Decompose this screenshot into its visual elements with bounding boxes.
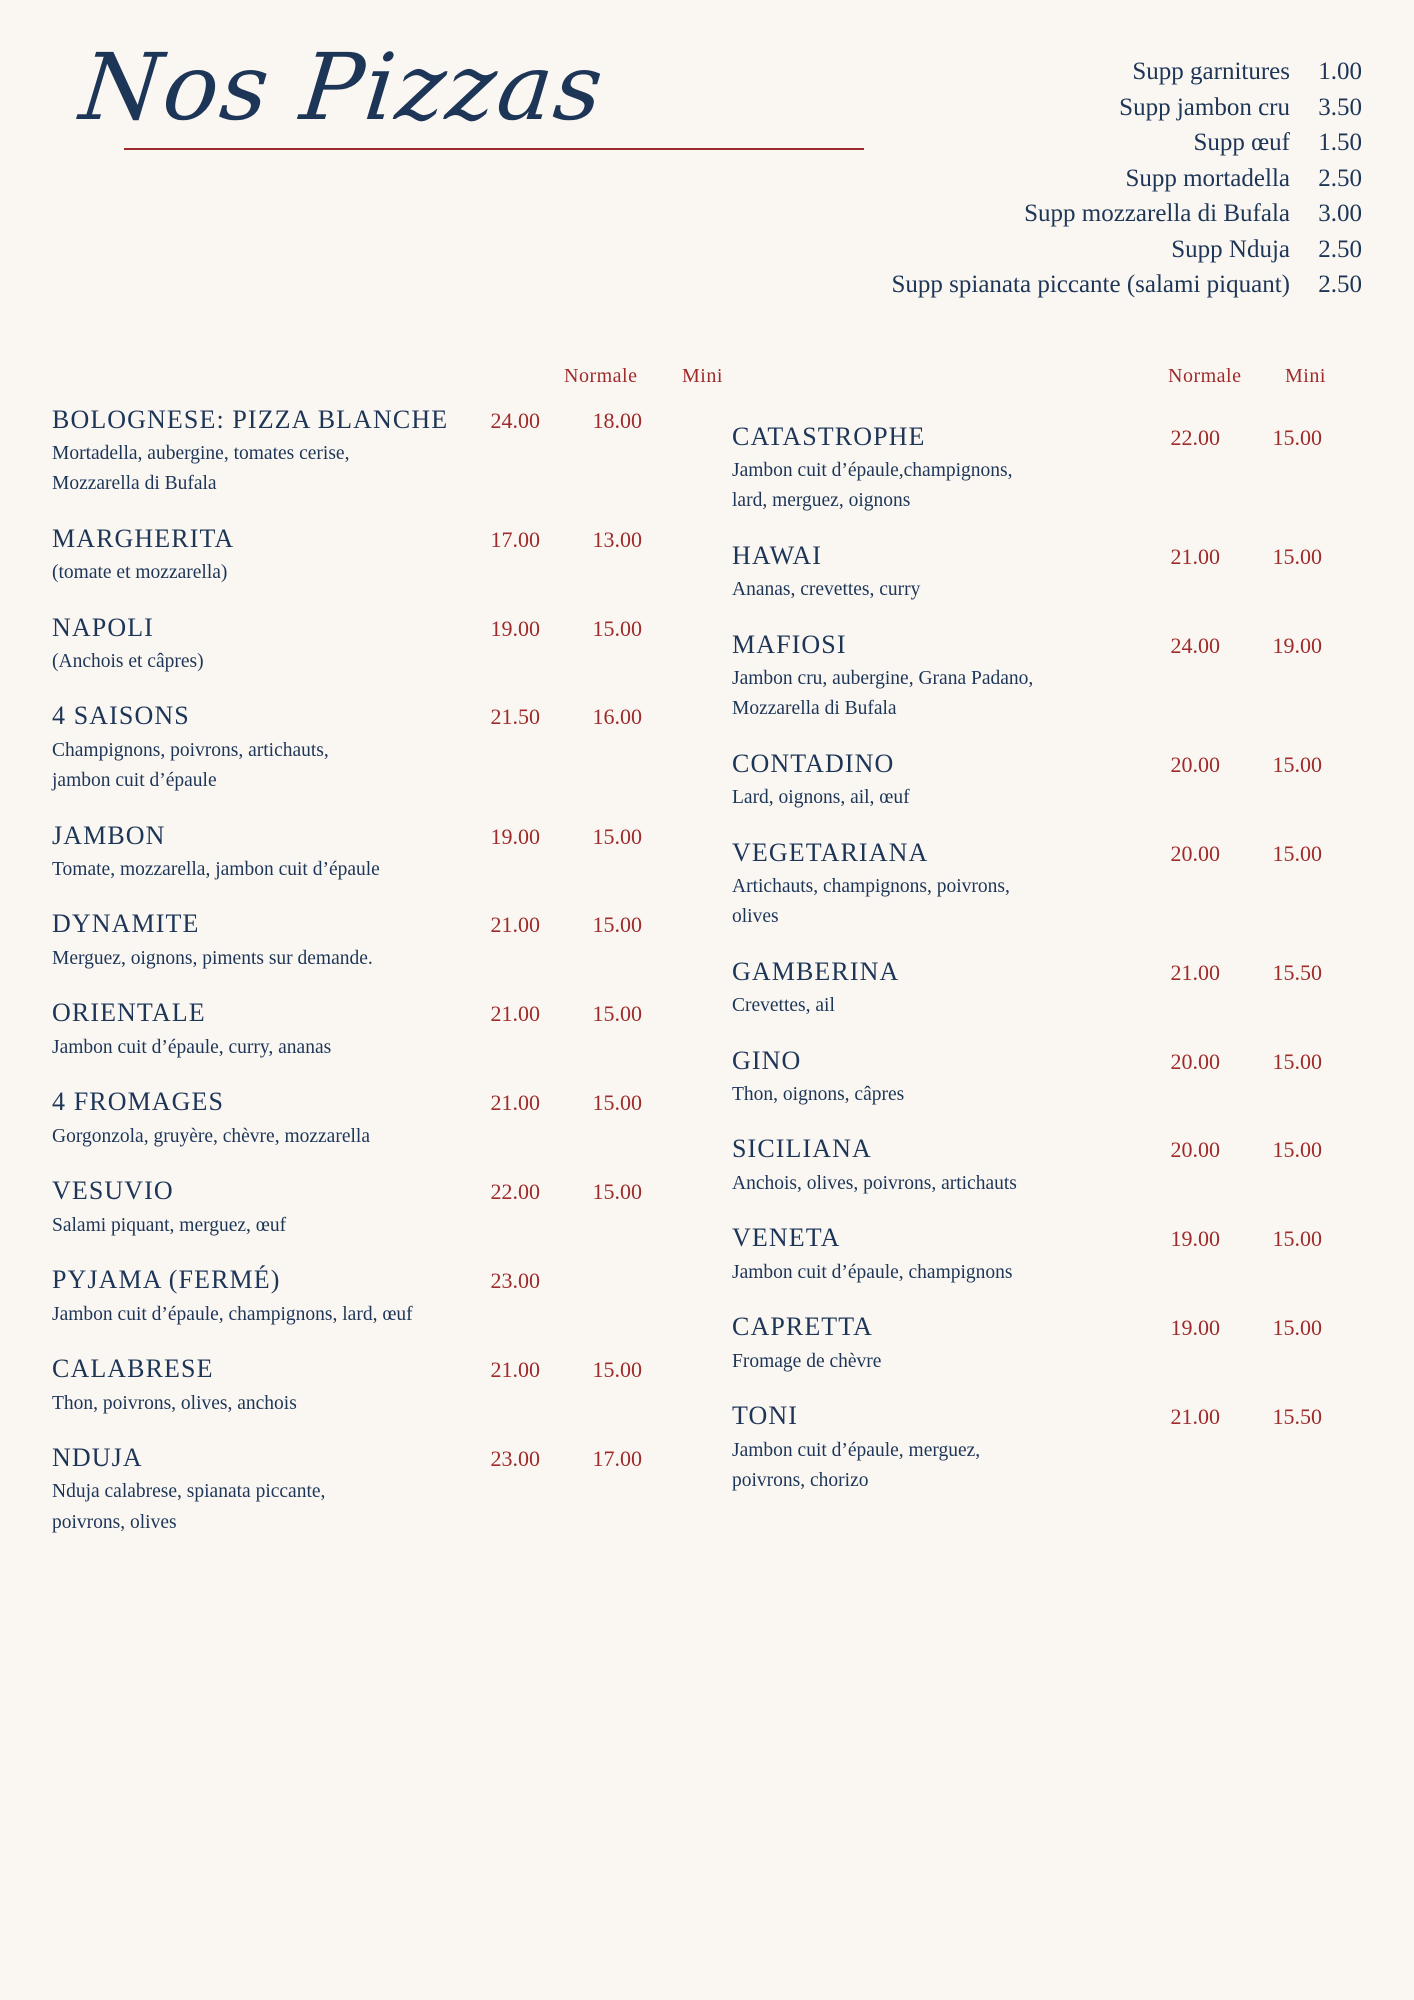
price-mini: 17.00 [592, 1445, 642, 1471]
price-normale: 23.00 [490, 1445, 540, 1471]
price-mini: 15.00 [592, 1090, 642, 1116]
price-normale: 20.00 [1170, 840, 1220, 866]
menu-item-name: GAMBERINA [732, 956, 900, 986]
price-mini: 15.00 [592, 1179, 642, 1205]
menu-item-name: NAPOLI [52, 612, 154, 642]
supplement-row [892, 90, 1363, 126]
price-mini: 19.00 [1272, 632, 1322, 658]
price-mini: 15.00 [1272, 1048, 1322, 1074]
menu-item [52, 1265, 682, 1330]
menu-item [52, 998, 682, 1063]
supplement-price: 3.50 [1318, 93, 1362, 121]
supplement-row [892, 125, 1363, 161]
menu-item-name: BOLOGNESE: PIZZA BLANCHE [52, 404, 449, 434]
price-normale: 19.00 [1170, 1315, 1220, 1341]
supplement-row [892, 54, 1363, 90]
supplement-label: Supp spianata piccante (salami piquant) [891, 271, 1290, 298]
menu-item-name: SICILIANA [732, 1134, 872, 1164]
supplement-label: Supp Nduja [1171, 235, 1290, 263]
price-normale: 17.00 [490, 526, 540, 552]
supplement-label: Supp œuf [1193, 129, 1290, 156]
menu-item-description: Jambon cru, aubergine, Grana Padano, Mozzarella di Bufala [732, 668, 1034, 720]
menu-item-description: (tomate et mozzarella) [52, 562, 228, 584]
menu-item [52, 1087, 682, 1152]
menu-item [732, 1401, 1362, 1496]
price-normale: 21.00 [490, 912, 540, 938]
price-normale: 23.00 [490, 1267, 540, 1293]
price-normale: 21.00 [1170, 959, 1220, 985]
menu-item-name: TONI [732, 1401, 799, 1431]
price-mini: 16.00 [592, 704, 642, 730]
menu-item [732, 1046, 1362, 1111]
title-block [52, 26, 832, 150]
price-normale: 19.00 [490, 823, 540, 849]
price-normale: 19.00 [490, 615, 540, 641]
menu-item [52, 701, 682, 796]
menu-item [732, 541, 1362, 606]
menu-item-description: Thon, poivrons, olives, anchois [52, 1392, 297, 1414]
price-mini: 15.50 [1272, 959, 1322, 985]
menu-item [52, 613, 682, 678]
menu-item-description: Merguez, oignons, piments sur demande. [52, 948, 373, 970]
price-mini: 15.00 [1272, 424, 1322, 450]
menu-item-description: Fromage de chèvre [732, 1350, 882, 1372]
menu-item [732, 749, 1362, 814]
menu-item-description: Nduja calabrese, spianata piccante, poivrons, olives [52, 1481, 326, 1533]
menu-item-description: Jambon cuit d’épaule,champignons, lard, merguez, oignons [732, 460, 1013, 512]
left-normale-header: Normale [564, 364, 638, 387]
right-normale-header: Normale [1168, 364, 1242, 387]
menu-item-description: Salami piquant, merguez, œuf [52, 1214, 287, 1236]
menu-item-name: VENETA [732, 1223, 841, 1253]
menu-item [732, 957, 1362, 1022]
menu-item-description: Crevettes, ail [732, 995, 835, 1017]
menu-item-description: Jambon cuit d’épaule, curry, ananas [52, 1036, 332, 1058]
supplement-label: Supp garnitures [1132, 58, 1290, 85]
menu-item-description: Lard, oignons, ail, œuf [732, 787, 910, 809]
price-normale: 19.00 [1170, 1226, 1220, 1252]
menu-column-left [52, 405, 682, 1562]
price-normale: 21.00 [490, 1001, 540, 1027]
menu-item [52, 909, 682, 974]
left-mini-header: Mini [682, 364, 723, 387]
menu-item [732, 1134, 1362, 1199]
menu-item [52, 1176, 682, 1241]
price-normale: 20.00 [1170, 751, 1220, 777]
price-mini: 15.00 [1272, 1226, 1322, 1252]
supplement-row [892, 196, 1363, 232]
price-mini: 15.00 [1272, 1137, 1322, 1163]
menu-item-name: VEGETARIANA [732, 837, 929, 867]
menu-column-right [732, 405, 1362, 1562]
menu-item-name: MARGHERITA [52, 523, 235, 553]
menu-item-description: Tomate, mozzarella, jambon cuit d’épaule [52, 859, 380, 881]
price-normale: 22.00 [490, 1179, 540, 1205]
menu-item-name: CALABRESE [52, 1353, 214, 1383]
menu-item-name: JAMBON [52, 820, 166, 850]
menu-item-name: MAFIOSI [732, 629, 847, 659]
supplement-price: 1.00 [1318, 58, 1362, 85]
menu-item [52, 821, 682, 886]
menu-item-description: Mortadella, aubergine, tomates cerise, Mozzarella di Bufala [52, 443, 350, 495]
title-divider [124, 148, 864, 150]
menu-columns [0, 405, 1414, 1562]
price-mini: 15.00 [592, 1001, 642, 1027]
price-mini: 13.00 [592, 526, 642, 552]
menu-item-description: Jambon cuit d’épaule, merguez, poivrons, chorizo [732, 1439, 981, 1491]
menu-item-description: Jambon cuit d’épaule, champignons, lard, œuf [52, 1303, 413, 1325]
menu-item [732, 1223, 1362, 1288]
supplements-list [892, 54, 1363, 303]
supplement-label: Supp mortadella [1125, 164, 1290, 192]
price-mini: 15.00 [592, 1356, 642, 1382]
price-mini: 15.00 [1272, 1315, 1322, 1341]
menu-item-name: CATASTROPHE [732, 421, 926, 451]
menu-item-name: GINO [732, 1045, 802, 1075]
menu-item-name: ORIENTALE [52, 998, 206, 1028]
menu-item-name: VESUVIO [52, 1176, 174, 1206]
price-normale: 20.00 [1170, 1137, 1220, 1163]
page-title: Nos Pizzas [75, 34, 610, 141]
price-normale: 24.00 [1170, 632, 1220, 658]
menu-item-description: Thon, oignons, câpres [732, 1084, 905, 1106]
price-normale: 21.00 [490, 1090, 540, 1116]
supplement-price: 2.50 [1318, 271, 1362, 298]
menu-item-description: Champignons, poivrons, artichauts, jambon cuit d’épaule [52, 740, 329, 792]
price-mini: 15.00 [592, 912, 642, 938]
price-normale: 21.00 [1170, 543, 1220, 569]
supplement-row [892, 267, 1363, 303]
price-mini: 15.00 [592, 823, 642, 849]
price-mini: 15.00 [1272, 543, 1322, 569]
menu-item-description: Ananas, crevettes, curry [732, 579, 921, 601]
menu-item-name: HAWAI [732, 540, 823, 570]
menu-item-name: DYNAMITE [52, 909, 200, 939]
menu-item [732, 422, 1362, 517]
menu-item [732, 1312, 1362, 1377]
menu-item-description: Gorgonzola, gruyère, chèvre, mozzarella [52, 1125, 370, 1147]
price-normale: 21.50 [490, 704, 540, 730]
menu-item-description: (Anchois et câpres) [52, 651, 204, 673]
column-headers [0, 365, 1414, 399]
menu-item-description: Artichauts, champignons, poivrons, olives [732, 876, 1010, 928]
price-normale: 21.00 [490, 1356, 540, 1382]
supplement-row [892, 161, 1363, 197]
menu-item-name: 4 SAISONS [52, 701, 190, 731]
menu-item [732, 838, 1362, 933]
menu-item-name: 4 FROMAGES [52, 1087, 225, 1117]
menu-item [732, 630, 1362, 725]
menu-item-description: Jambon cuit d’épaule, champignons [732, 1261, 1013, 1283]
price-normale: 21.00 [1170, 1404, 1220, 1430]
supplement-label: Supp mozzarella di Bufala [1024, 200, 1290, 227]
price-mini: 15.50 [1272, 1404, 1322, 1430]
price-mini: 18.00 [592, 407, 642, 433]
price-normale: 20.00 [1170, 1048, 1220, 1074]
menu-item [52, 405, 682, 500]
menu-item-name: CAPRETTA [732, 1312, 874, 1342]
price-mini: 15.00 [1272, 840, 1322, 866]
right-mini-header: Mini [1285, 364, 1326, 387]
menu-item-name: CONTADINO [732, 748, 895, 778]
price-normale: 22.00 [1170, 424, 1220, 450]
price-mini: 15.00 [592, 615, 642, 641]
menu-item-description: Anchois, olives, poivrons, artichauts [732, 1173, 1017, 1195]
menu-item [52, 524, 682, 589]
supplement-price: 3.00 [1318, 200, 1362, 227]
price-mini: 15.00 [1272, 751, 1322, 777]
supplement-price: 2.50 [1318, 235, 1362, 263]
price-normale: 24.00 [490, 407, 540, 433]
menu-item [52, 1354, 682, 1419]
menu-item-name: PYJAMA (FERMÉ) [52, 1264, 281, 1294]
menu-item [52, 1443, 682, 1538]
supplement-label: Supp jambon cru [1119, 93, 1290, 121]
supplement-row [892, 232, 1363, 268]
supplement-price: 1.50 [1318, 129, 1362, 156]
supplement-price: 2.50 [1318, 164, 1362, 192]
menu-header [0, 0, 1414, 303]
menu-item-name: NDUJA [52, 1442, 143, 1472]
